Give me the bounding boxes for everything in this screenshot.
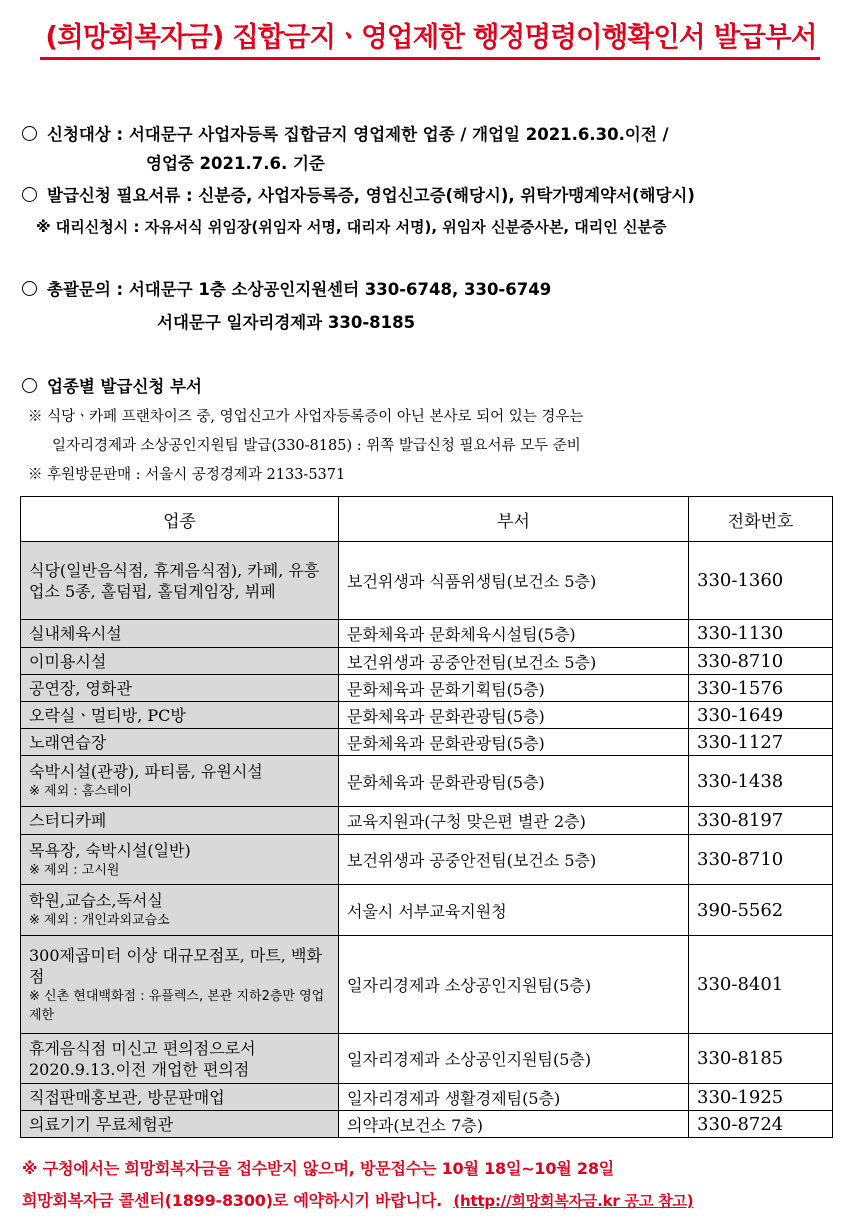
inquiry-line-2: 서대문구 일자리경제과 330-8185 [157, 313, 416, 332]
industry-text: 휴게음식점 미신고 편의점으로서 2020.9.13.이전 개업한 편의점 [29, 1038, 256, 1079]
cell-phone: 330-1438 [689, 756, 833, 807]
door-to-door-note: ※ 후원방문판매 : 서울시 공정경제과 2133-5371 [28, 467, 346, 483]
cell-industry [21, 885, 339, 936]
cell-department: 교육지원과(구청 맞은편 별관 2층) [339, 807, 689, 835]
cell-industry [21, 1111, 339, 1138]
documents-line [22, 182, 695, 206]
cell-phone: 330-8710 [689, 835, 833, 885]
cell-phone: 330-1649 [689, 702, 833, 729]
industry-exclusion-note: ※ 제외 : 고시원 [29, 862, 120, 878]
table-row [21, 885, 833, 936]
table-header-row [21, 497, 833, 542]
cell-industry [21, 675, 339, 702]
department-table [20, 496, 833, 1138]
inquiry-line [22, 276, 551, 300]
industry-text: 공연장, 영화관 [29, 678, 132, 698]
franchise-note-cont: 일자리경제과 소상공인지원팀 발급(330-8185) : 위쪽 발급신청 필요서류 모두 준비 [52, 438, 581, 454]
cell-phone: 330-1576 [689, 675, 833, 702]
industry-text: 의료기기 무료체험관 [29, 1114, 174, 1134]
industry-exclusion-note: ※ 신촌 현대백화점 : 유플렉스, 본관 지하2층만 영업제한 [29, 988, 325, 1023]
cell-phone: 330-8710 [689, 648, 833, 675]
table-row [21, 1084, 833, 1111]
cell-industry [21, 620, 339, 648]
cell-phone: 330-8724 [689, 1111, 833, 1138]
cell-department: 문화체육과 문화관광팀(5층) [339, 729, 689, 756]
footer-callcenter-text: 희망회복자금 콜센터(1899-8300)로 예약하시기 바랍니다. [22, 1191, 442, 1210]
eligibility-text: 신청대상 : 서대문구 사업자등록 집합금지 영업제한 업종 / 개업일 2021.6.30.이전 / [47, 125, 669, 144]
cell-industry [21, 1034, 339, 1084]
cell-phone: 330-1360 [689, 542, 833, 620]
section-heading-line [22, 373, 202, 397]
column-header-department: 부서 [339, 497, 689, 542]
bullet-circle-icon [22, 281, 37, 296]
industry-text: 300제곱미터 이상 대규모점포, 마트, 백화점 [29, 945, 322, 986]
table-row [21, 756, 833, 807]
industry-text: 목욕장, 숙박시설(일반) [29, 840, 191, 860]
industry-text: 노래연습장 [29, 732, 107, 752]
cell-department: 일자리경제과 생활경제팀(5층) [339, 1084, 689, 1111]
cell-phone: 330-8401 [689, 936, 833, 1034]
cell-department: 서울시 서부교육지원청 [339, 885, 689, 936]
table-row [21, 542, 833, 620]
cell-industry [21, 729, 339, 756]
bullet-circle-icon [22, 126, 37, 141]
cell-phone: 330-1130 [689, 620, 833, 648]
cell-industry [21, 756, 339, 807]
table-row [21, 807, 833, 835]
cell-industry [21, 702, 339, 729]
industry-text: 실내체육시설 [29, 624, 122, 643]
cell-phone: 330-8185 [689, 1034, 833, 1084]
cell-phone: 330-1925 [689, 1084, 833, 1111]
eligibility-line [22, 121, 669, 145]
bullet-circle-icon [22, 378, 37, 393]
cell-phone: 390-5562 [689, 885, 833, 936]
cell-department: 문화체육과 문화관광팀(5층) [339, 756, 689, 807]
cell-industry [21, 1084, 339, 1111]
industry-exclusion-note: ※ 제외 : 개인과외교습소 [29, 913, 170, 928]
table-row [21, 620, 833, 648]
section-heading: 업종별 발급신청 부서 [47, 377, 202, 396]
cell-phone: 330-8197 [689, 807, 833, 835]
table-row [21, 648, 833, 675]
inquiry-text: 총괄문의 : 서대문구 1층 소상공인지원센터 330-6748, 330-6749 [47, 280, 552, 299]
industry-text: 오락실ㆍ멀티방, PC방 [29, 705, 186, 725]
industry-exclusion-note: ※ 제외 : 홈스테이 [29, 784, 133, 799]
footer-line-2 [22, 1188, 693, 1211]
title-underline [40, 57, 820, 60]
industry-text: 숙박시설(관광), 파티룸, 유원시설 [29, 762, 263, 781]
cell-industry [21, 835, 339, 885]
cell-department: 보건위생과 공중안전팀(보건소 5층) [339, 648, 689, 675]
cell-industry [21, 648, 339, 675]
franchise-note: ※ 식당ㆍ카페 프랜차이즈 중, 영업신고가 사업자등록증이 아닌 본사로 되어 있는 경우는 [28, 409, 584, 425]
documents-text: 발급신청 필요서류 : 신분증, 사업자등록증, 영업신고증(해당시), 위탁가맹계약서(해당시) [47, 186, 695, 205]
table-row [21, 1111, 833, 1138]
footer-url-link[interactable]: (http://희망회복자금.kr 공고 참고) [453, 1192, 694, 1210]
table-row [21, 1034, 833, 1084]
cell-department: 보건위생과 공중안전팀(보건소 5층) [339, 835, 689, 885]
table-row [21, 835, 833, 885]
industry-text: 직접판매홍보관, 방문판매업 [29, 1087, 225, 1107]
cell-industry [21, 807, 339, 835]
cell-department: 보건위생과 식품위생팀(보건소 5층) [339, 542, 689, 620]
eligibility-continuation: 영업중 2021.7.6. 기준 [146, 154, 325, 173]
table-row [21, 936, 833, 1034]
cell-department: 문화체육과 문화기획팀(5층) [339, 675, 689, 702]
industry-text: 이미용시설 [29, 651, 107, 671]
industry-text: 스터디카페 [29, 811, 107, 830]
industry-text: 식당(일반음식점, 휴게음식점), 카페, 유흥업소 5종, 홀덤펍, 홀덤게임장, 뷔페 [29, 560, 320, 601]
proxy-note: ※ 대리신청시 : 자유서식 위임장(위임자 서명, 대리자 서명), 위임자 신분증사본, 대리인 신분증 [36, 218, 667, 236]
cell-department: 문화체육과 문화관광팀(5층) [339, 702, 689, 729]
cell-department: 의약과(보건소 7층) [339, 1111, 689, 1138]
table-row [21, 702, 833, 729]
page-title: (희망회복자금) 집합금지ㆍ영업제한 행정명령이행확인서 발급부서 [45, 21, 817, 53]
column-header-phone: 전화번호 [689, 497, 833, 542]
industry-text: 학원,교습소,독서실 [29, 891, 163, 910]
cell-phone: 330-1127 [689, 729, 833, 756]
bullet-circle-icon [22, 187, 37, 202]
cell-department: 일자리경제과 소상공인지원팀(5층) [339, 1034, 689, 1084]
column-header-industry: 업종 [21, 497, 339, 542]
table-row [21, 675, 833, 702]
cell-industry [21, 542, 339, 620]
table-row [21, 729, 833, 756]
footer-line-1: ※ 구청에서는 희망회복자금을 접수받지 않으며, 방문접수는 10월 18일~10월 28일 [22, 1159, 615, 1178]
cell-department: 문화체육과 문화체육시설팀(5층) [339, 620, 689, 648]
cell-industry [21, 936, 339, 1034]
cell-department: 일자리경제과 소상공인지원팀(5층) [339, 936, 689, 1034]
